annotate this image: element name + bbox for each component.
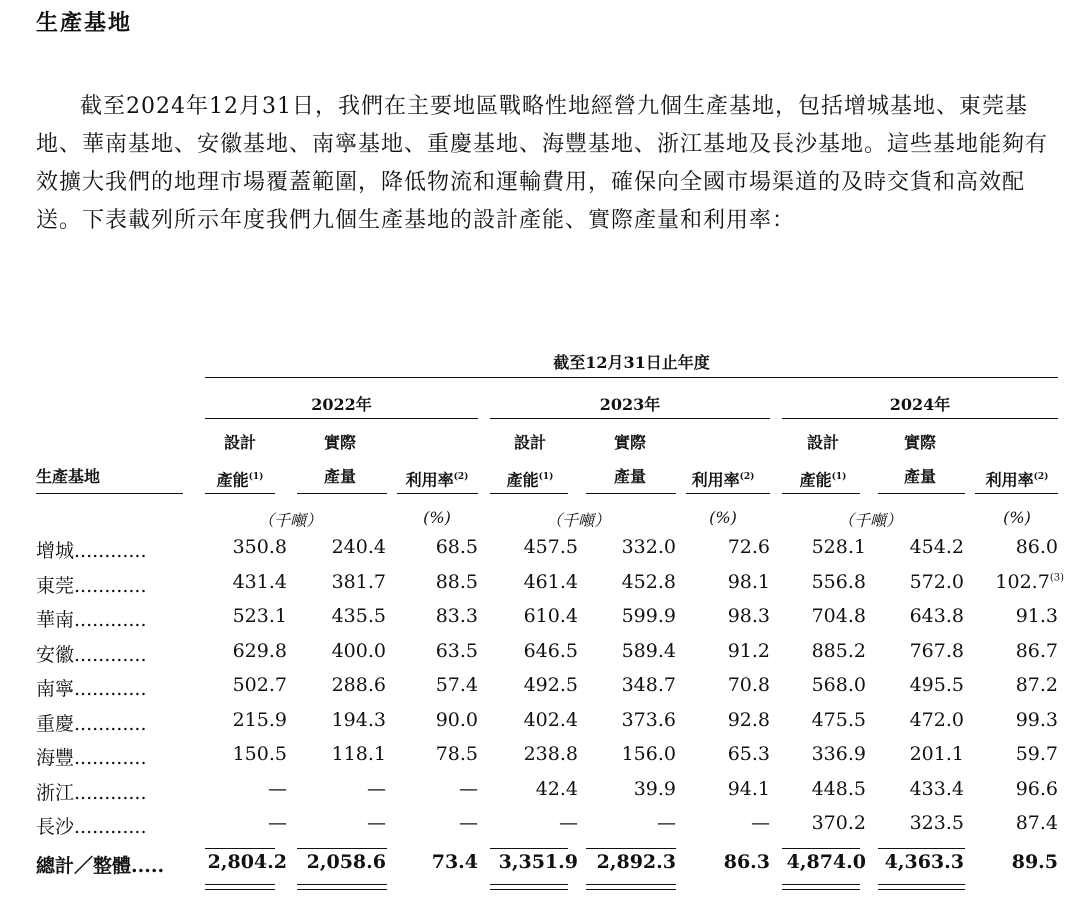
table-cell xyxy=(296,605,386,627)
column-header-label: 產能 xyxy=(799,470,832,490)
intro-paragraph xyxy=(36,88,1066,240)
cell-value: 528.1 xyxy=(811,536,866,558)
subtotal-rule xyxy=(586,848,676,849)
table-cell xyxy=(388,778,478,800)
row-label xyxy=(36,674,147,701)
leader-dots: ............ xyxy=(74,816,147,838)
cell-value: 92.8 xyxy=(727,708,770,731)
total-label: 總計／整體 xyxy=(36,854,132,877)
column-header-label: 利用率 xyxy=(985,470,1034,490)
column-header-actual xyxy=(870,426,970,494)
cell-value: — xyxy=(559,812,578,834)
table-cell xyxy=(586,605,676,627)
column-header-rule xyxy=(686,493,770,494)
table-cell xyxy=(586,640,676,662)
table-cell xyxy=(388,743,478,765)
column-header-design xyxy=(190,426,290,497)
table-cell xyxy=(488,709,578,731)
table-cell xyxy=(388,812,478,834)
cell-value: 72.6 xyxy=(727,536,770,558)
table-cell xyxy=(586,778,676,800)
unit-percent: (%) xyxy=(1003,508,1031,527)
row-label xyxy=(36,536,147,563)
table-cell xyxy=(388,640,478,662)
total-cell: 89.5 xyxy=(1011,850,1058,873)
row-label xyxy=(36,743,147,770)
column-header-label: 利用率 xyxy=(691,470,740,490)
total-cell: 4,874.0 xyxy=(786,850,866,873)
table-cell xyxy=(197,605,287,627)
table-cell xyxy=(874,536,964,558)
table-cell xyxy=(680,778,770,800)
table-row xyxy=(0,709,1080,743)
table-cell xyxy=(296,640,386,662)
cell-value: 68.5 xyxy=(435,536,478,558)
double-underline xyxy=(297,884,387,890)
column-header-line1: 實際 xyxy=(613,433,646,452)
cell-value: 767.8 xyxy=(909,639,964,662)
cell-value: 495.5 xyxy=(909,674,964,696)
column-header-line2 xyxy=(870,460,970,494)
column-header-label: 產量 xyxy=(613,467,646,486)
base-name: 華南 xyxy=(36,609,75,631)
table-cell xyxy=(488,743,578,765)
row-label xyxy=(36,605,147,632)
cell-value: 885.2 xyxy=(811,639,866,662)
base-name: 重慶 xyxy=(36,712,75,735)
subtotal-rule xyxy=(782,848,860,849)
year-2022-header: 2022年 xyxy=(311,395,372,414)
cell-value: 39.9 xyxy=(633,777,676,800)
table-cell xyxy=(680,640,770,662)
table-cell xyxy=(586,743,676,765)
table-cell xyxy=(197,709,287,731)
table-cell xyxy=(776,571,866,593)
table-row xyxy=(0,536,1080,570)
cell-value: — xyxy=(367,812,386,834)
leader-dots: ..... xyxy=(131,854,165,877)
column-header-line1: 設計 xyxy=(223,433,256,452)
column-header-label: 利用率 xyxy=(405,470,454,490)
cell-value: 99.3 xyxy=(1015,708,1058,731)
unit-percent: (%) xyxy=(709,508,737,527)
table-cell xyxy=(776,743,866,765)
unit-thousand-tonnes: （千噸） xyxy=(837,511,902,530)
leader-dots: ............ xyxy=(74,643,147,666)
table-cell xyxy=(874,743,964,765)
cell-value: 502.7 xyxy=(232,674,287,696)
leader-dots: ............ xyxy=(74,574,147,597)
column-header-line2 xyxy=(190,460,290,497)
cell-value: 201.1 xyxy=(909,743,964,765)
table-cell xyxy=(776,605,866,627)
base-name: 長沙 xyxy=(36,816,75,838)
leader-dots: ............ xyxy=(74,712,147,735)
footnote-marker: (2) xyxy=(739,472,755,482)
table-cell xyxy=(197,571,287,593)
cell-value: 492.5 xyxy=(523,674,578,696)
table-cell xyxy=(874,571,964,593)
cell-value: 63.5 xyxy=(435,639,478,662)
table-cell xyxy=(680,605,770,627)
year-2022-rule xyxy=(205,418,478,419)
cell-value: 240.4 xyxy=(331,536,386,558)
cell-value: 86.7 xyxy=(1015,639,1058,662)
table-cell xyxy=(586,536,676,558)
double-underline xyxy=(490,884,568,890)
table-cell xyxy=(776,812,866,834)
cell-value: 118.1 xyxy=(331,743,386,765)
cell-value: 238.8 xyxy=(523,743,578,765)
table-cell xyxy=(874,605,964,627)
table-cell xyxy=(586,674,676,696)
subtotal-rule xyxy=(490,848,568,849)
table-cell xyxy=(968,778,1058,800)
table-cell xyxy=(586,709,676,731)
cell-value: 98.1 xyxy=(727,570,770,593)
table-caption: 截至12月31日止年度 xyxy=(553,353,710,372)
table-cell xyxy=(197,778,287,800)
cell-value: 472.0 xyxy=(909,708,964,731)
table-cell xyxy=(197,743,287,765)
year-2023-rule xyxy=(490,418,770,419)
table-row xyxy=(0,674,1080,708)
cell-value: 57.4 xyxy=(435,674,478,696)
table-cell xyxy=(974,571,1064,593)
table-cell xyxy=(968,536,1058,558)
cell-value: 102.7 xyxy=(995,570,1050,593)
table-cell xyxy=(680,743,770,765)
table-cell xyxy=(488,605,578,627)
table-cell xyxy=(776,536,866,558)
leader-dots: ............ xyxy=(74,609,147,631)
column-header-label: 產量 xyxy=(323,467,356,486)
cell-value: — xyxy=(268,777,287,800)
table-cell xyxy=(874,640,964,662)
double-underline xyxy=(586,884,676,890)
cell-value: 150.5 xyxy=(232,743,287,765)
table-cell xyxy=(968,674,1058,696)
table-cell xyxy=(488,536,578,558)
cell-value: 336.9 xyxy=(811,743,866,765)
table-cell xyxy=(874,709,964,731)
column-header-line1: 設計 xyxy=(806,433,839,452)
table-cell xyxy=(776,778,866,800)
cell-value: 91.2 xyxy=(727,639,770,662)
table-row xyxy=(0,778,1080,812)
cell-value: 78.5 xyxy=(435,743,478,765)
cell-value: 461.4 xyxy=(523,570,578,593)
subtotal-rule xyxy=(878,848,965,849)
cell-value: 70.8 xyxy=(727,674,770,696)
total-cell: 2,804.2 xyxy=(207,850,287,873)
cell-value: 475.5 xyxy=(811,708,866,731)
table-cell xyxy=(488,812,578,834)
column-header-rule xyxy=(297,493,387,494)
column-header-util xyxy=(673,460,773,497)
table-cell xyxy=(197,536,287,558)
cell-value: 452.8 xyxy=(621,570,676,593)
cell-value: 90.0 xyxy=(435,708,478,731)
cell-value: 373.6 xyxy=(621,708,676,731)
leader-dots: ............ xyxy=(74,678,147,700)
cell-value: — xyxy=(459,812,478,834)
column-header-label: 產量 xyxy=(903,467,936,486)
cell-value: 448.5 xyxy=(811,777,866,800)
base-name: 東莞 xyxy=(36,574,75,597)
table-row xyxy=(0,605,1080,639)
column-header-actual xyxy=(290,426,390,494)
leader-dots: ............ xyxy=(74,747,147,769)
cell-value: 610.4 xyxy=(523,605,578,627)
table-cell xyxy=(197,674,287,696)
table-cell xyxy=(968,812,1058,834)
cell-value: 431.4 xyxy=(232,570,287,593)
table-cell xyxy=(680,709,770,731)
column-header-rule xyxy=(878,493,965,494)
column-header-line2 xyxy=(290,460,390,494)
column-header-rule xyxy=(205,493,275,494)
table-cell xyxy=(968,709,1058,731)
column-header-line2 xyxy=(773,460,873,497)
column-header-rule xyxy=(397,493,478,494)
cell-value: 86.0 xyxy=(1015,536,1058,558)
cell-value: 433.4 xyxy=(909,777,964,800)
table-cell xyxy=(488,778,578,800)
cell-value: 523.1 xyxy=(232,605,287,627)
cell-value: 194.3 xyxy=(331,708,386,731)
row-label xyxy=(36,571,147,598)
unit-thousand-tonnes: （千噸） xyxy=(545,511,610,530)
cell-value: 381.7 xyxy=(331,570,386,593)
column-header-rule xyxy=(782,493,860,494)
section-heading: 生產基地 xyxy=(36,10,133,36)
leader-dots: ............ xyxy=(74,540,147,562)
table-cell xyxy=(296,812,386,834)
cell-value: 454.2 xyxy=(909,536,964,558)
table-cell xyxy=(968,605,1058,627)
table-cell xyxy=(197,812,287,834)
table-cell xyxy=(488,640,578,662)
base-header-rule xyxy=(36,493,183,494)
cell-value: — xyxy=(367,777,386,800)
column-header-actual xyxy=(580,426,680,494)
cell-value: 457.5 xyxy=(523,536,578,558)
footnote-marker: (2) xyxy=(453,472,469,482)
cell-value: 400.0 xyxy=(331,639,386,662)
table-cell xyxy=(388,536,478,558)
table-cell xyxy=(388,674,478,696)
cell-value: 556.8 xyxy=(811,570,866,593)
cell-value: — xyxy=(657,812,676,834)
table-cell xyxy=(388,571,478,593)
base-name: 南寧 xyxy=(36,678,75,700)
cell-value: 96.6 xyxy=(1015,777,1058,800)
base-name: 浙江 xyxy=(36,781,75,804)
table-cell xyxy=(680,536,770,558)
table-cell xyxy=(586,571,676,593)
subtotal-rule xyxy=(205,848,275,849)
column-header-rule xyxy=(975,493,1058,494)
cell-value: 643.8 xyxy=(909,605,964,627)
table-cell xyxy=(296,778,386,800)
total-cell: 3,351.9 xyxy=(498,850,578,873)
unit-percent: (%) xyxy=(423,508,451,527)
column-header-design xyxy=(480,426,580,497)
cell-value: 42.4 xyxy=(535,777,578,800)
row-label xyxy=(36,812,147,839)
year-2024-header: 2024年 xyxy=(889,395,951,414)
column-header-rule xyxy=(490,493,568,494)
row-label xyxy=(36,778,147,805)
double-underline xyxy=(782,884,860,890)
table-cell xyxy=(488,674,578,696)
cell-value: 94.1 xyxy=(727,777,770,800)
table-cell xyxy=(296,536,386,558)
cell-value: 348.7 xyxy=(621,674,676,696)
table-cell xyxy=(586,812,676,834)
cell-value: — xyxy=(459,777,478,800)
footnote-marker: (1) xyxy=(831,472,847,482)
cell-value: 402.4 xyxy=(523,708,578,731)
table-cell xyxy=(680,571,770,593)
cell-value: 332.0 xyxy=(621,536,676,558)
capacity-table xyxy=(0,340,1080,920)
table-cell xyxy=(776,674,866,696)
column-header-label: 產能 xyxy=(216,470,249,490)
footnote-marker: (2) xyxy=(1033,472,1049,482)
column-header-label: 產能 xyxy=(506,470,539,490)
cell-value: 65.3 xyxy=(727,743,770,765)
base-column-header: 生產基地 xyxy=(36,467,101,486)
cell-value: 646.5 xyxy=(523,639,578,662)
cell-value: 589.4 xyxy=(621,639,676,662)
total-cell: 2,058.6 xyxy=(306,850,386,873)
caption-rule xyxy=(205,377,1058,378)
table-cell xyxy=(776,640,866,662)
cell-value: 91.3 xyxy=(1015,605,1058,627)
table-cell xyxy=(776,709,866,731)
table-cell xyxy=(680,812,770,834)
table-cell xyxy=(296,674,386,696)
cell-value: 88.5 xyxy=(435,570,478,593)
cell-value: 87.2 xyxy=(1015,674,1058,696)
footnote-marker: (1) xyxy=(248,472,264,482)
unit-thousand-tonnes: （千噸） xyxy=(257,511,322,530)
subtotal-rule xyxy=(297,848,387,849)
table-cell xyxy=(680,674,770,696)
cell-value: 629.8 xyxy=(232,639,287,662)
table-cell xyxy=(968,640,1058,662)
cell-value: — xyxy=(751,812,770,834)
cell-value: 215.9 xyxy=(232,708,287,731)
base-name: 海豐 xyxy=(36,747,75,769)
column-header-util xyxy=(967,460,1067,497)
cell-value: 704.8 xyxy=(811,605,866,627)
total-cell: 4,363.3 xyxy=(884,850,964,873)
table-row xyxy=(0,743,1080,777)
table-cell xyxy=(388,605,478,627)
footnote-marker: (1) xyxy=(538,472,554,482)
total-row xyxy=(0,851,1080,885)
base-name: 安徽 xyxy=(36,643,75,666)
table-cell xyxy=(296,743,386,765)
cell-value: 435.5 xyxy=(331,605,386,627)
total-cell: 2,892.3 xyxy=(596,850,676,873)
total-cell: 73.4 xyxy=(431,850,478,873)
total-cell: 86.3 xyxy=(723,850,770,873)
table-cell xyxy=(874,674,964,696)
cell-value: 83.3 xyxy=(435,605,478,627)
table-cell xyxy=(488,571,578,593)
cell-value: 156.0 xyxy=(621,743,676,765)
table-cell xyxy=(197,640,287,662)
table-cell xyxy=(388,709,478,731)
table-cell xyxy=(968,743,1058,765)
cell-value: 568.0 xyxy=(811,674,866,696)
column-header-line2 xyxy=(580,460,680,494)
year-2024-rule xyxy=(782,418,1058,419)
cell-value: 87.4 xyxy=(1015,812,1058,834)
leader-dots: ............ xyxy=(74,781,147,804)
column-header-line1: 設計 xyxy=(513,433,546,452)
table-row xyxy=(0,640,1080,674)
cell-value: 370.2 xyxy=(811,812,866,834)
cell-value: 599.9 xyxy=(621,605,676,627)
table-row xyxy=(0,571,1080,605)
column-header-design xyxy=(773,426,873,497)
table-cell xyxy=(296,571,386,593)
year-2023-header: 2023年 xyxy=(599,395,661,414)
cell-value: 350.8 xyxy=(232,536,287,558)
table-cell xyxy=(874,778,964,800)
column-header-line2 xyxy=(480,460,580,497)
intro-paragraph-text: 截至2024年12月31日，我們在主要地區戰略性地經營九個生產基地，包括增城基地、東莞基地、華南基地、安徽基地、南寧基地、重慶基地、海豐基地、浙江基地及長沙基地。這些基地能夠有效擴大我們的地理市場覆蓋範圍，降低物流和運輸費用，確保向全國市場渠道的及時交貨和高效配送。下表載列所示年度我們九個生產基地的設計產能、實際產量和利用率： xyxy=(36,94,1049,233)
row-label xyxy=(36,851,164,878)
table-cell xyxy=(874,812,964,834)
table-row xyxy=(0,812,1080,846)
table-cell xyxy=(296,709,386,731)
cell-value: 323.5 xyxy=(909,812,964,834)
column-header-util xyxy=(387,460,487,497)
cell-value: 59.7 xyxy=(1015,743,1058,765)
cell-value: 288.6 xyxy=(331,674,386,696)
column-header-line1: 實際 xyxy=(323,433,356,452)
cell-value: 98.3 xyxy=(727,605,770,627)
double-underline xyxy=(878,884,965,890)
base-name: 增城 xyxy=(36,540,75,562)
column-header-rule xyxy=(586,493,676,494)
row-label xyxy=(36,640,147,667)
cell-value: 572.0 xyxy=(909,570,964,593)
footnote-marker: (3) xyxy=(1049,572,1064,584)
column-header-line1: 實際 xyxy=(903,433,936,452)
double-underline xyxy=(205,884,275,890)
cell-value: — xyxy=(268,812,287,834)
row-label xyxy=(36,709,147,736)
